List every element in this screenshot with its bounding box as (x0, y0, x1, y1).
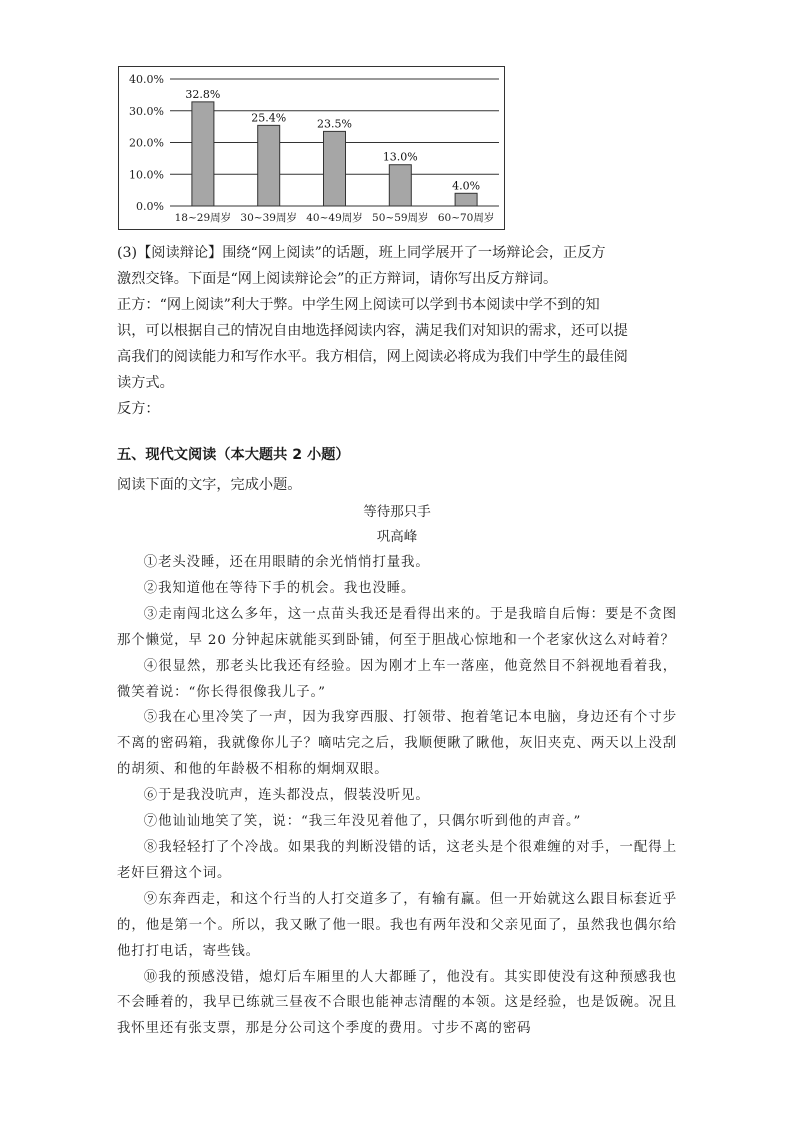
question-3-answer-label: 反方： (117, 401, 160, 417)
article-paragraph: ①老头没睡，还在用眼睛的余光悄悄打量我。 (143, 555, 430, 570)
bar (324, 131, 346, 206)
article-paragraph: ⑨东奔西走，和这个行当的人打交道多了，有输有赢。但一开始就这么跟目标套近乎的，他是第一个。所以，我又瞅了他一眼。我也有两年没和父亲见面了，虽然我也偶尔给他打打电话，寄些钱。 (117, 891, 677, 959)
article-paragraph: ⑤我在心里冷笑了一声，因为我穿西服、打领带、抱着笔记本电脑，身边还有个寸步不离的密码箱，我就像你儿子？嘀咕完之后，我顺便瞅了瞅他，灰旧夹克、两天以上没刮的胡须、和他的年龄极不相称的炯炯双眼。 (117, 710, 677, 778)
x-tick-label: 50~59周岁 (372, 212, 429, 224)
question-3-line-1: (3)【阅读辩论】围绕“网上阅读”的话题，班上同学展开了一场辩论会，正反方 (117, 245, 606, 261)
bar-value-label: 4.0% (452, 179, 481, 193)
y-tick-label: 0.0% (136, 200, 164, 213)
x-tick-label: 60~70周岁 (437, 212, 495, 224)
question-3-line-3: 正方：“网上阅读”利大于弊。中学生网上阅读可以学到书本阅读中学不到的知 (117, 297, 600, 313)
y-tick-label: 40.0% (129, 73, 164, 86)
question-3-line-2: 激烈交锋。下面是“网上阅读辩论会”的正方辩词，请你写出反方辩词。 (117, 271, 558, 287)
question-3-line-6: 读方式。 (117, 375, 174, 391)
bar (455, 193, 477, 206)
bar-value-label: 23.5% (317, 117, 352, 131)
x-tick-label: 40~49周岁 (306, 212, 363, 224)
bar (192, 102, 214, 206)
article-title: 等待那只手 (363, 504, 431, 520)
bar (389, 165, 411, 206)
y-tick-label: 20.0% (129, 136, 164, 150)
section-heading: 五、现代文阅读（本大题共 2 小题） (117, 447, 350, 463)
article-paragraph: ②我知道他在等待下手的机会。我也没睡。 (143, 580, 416, 596)
article-paragraph: ⑦他讪讪地笑了笑，说：“我三年没见着他了，只偶尔听到他的声音。” (143, 814, 582, 830)
article-paragraph: ⑥于是我没吭声，连头都没点，假装没听见。 (143, 788, 430, 804)
y-tick-label: 30.0% (129, 104, 164, 118)
article-body (117, 550, 677, 1042)
article-author: 巩高峰 (376, 529, 418, 545)
article-paragraph: ⑩我的预感没错，熄灯后车厢里的人大都睡了，他没有。其实即使没有这种预感我也不会睡着的，我早已练就三昼夜不合眼也能神志清醒的本领。这是经验，也是饭碗。况且我怀里还有张支票，那是分公司这个季度的费用。寸步不离的密码 (117, 969, 677, 1037)
y-tick-label: 10.0% (129, 168, 164, 182)
section-instructions: 阅读下面的文字，完成小题。 (117, 477, 302, 493)
article-paragraph: ⑧我轻轻打了个冷战。如果我的判断没错的话，这老头是个很难缠的对手，一配得上老奸巨猾这个词。 (117, 839, 677, 881)
x-tick-label: 18~29周岁 (174, 212, 232, 224)
chart-frame (119, 67, 505, 230)
x-axis-category-labels (175, 211, 495, 224)
bar (258, 125, 280, 206)
age-distribution-bar-chart (118, 66, 505, 230)
bar-value-label: 25.4% (251, 111, 287, 125)
bar-value-label: 32.8% (185, 87, 221, 101)
question-3-line-5: 高我们的阅读能力和写作水平。我方相信，网上阅读必将成为我们中学生的最佳阅 (117, 349, 628, 365)
x-tick-label: 30~39周岁 (240, 212, 297, 224)
article-paragraph: ③走南闯北这么多年，这一点苗头我还是看得出来的。于是我暗自后悔：要是不贪图那个懒觉，早 20 分钟起床就能买到卧铺，何至于胆战心惊地和一个老家伙这么对峙着？ (117, 606, 677, 648)
article-paragraph: ④很显然，那老头比我还有经验。因为刚才上车一落座，他竟然目不斜视地看着我，微笑着说：“你长得很像我儿子。” (117, 658, 677, 700)
question-3-line-4: 识，可以根据自己的情况自由地选择阅读内容，满足我们对知识的需求，还可以提 (117, 323, 628, 339)
bar-value-label: 13.0% (382, 150, 418, 164)
